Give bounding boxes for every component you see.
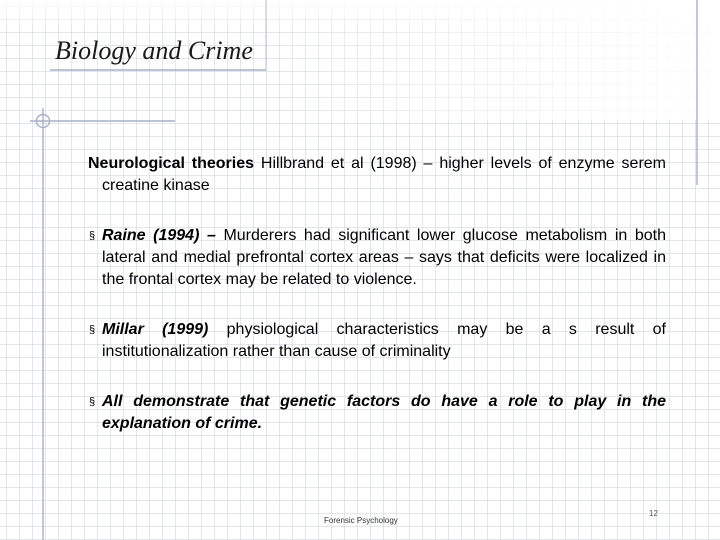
grid-fade-top — [0, 0, 720, 30]
slide-title: Biology and Crime — [55, 36, 253, 65]
bullet-marker: § — [89, 396, 96, 408]
bullet-conclusion — [88, 391, 666, 435]
neurological-heading: Neurological theories — [88, 155, 255, 172]
page-number: 12 — [649, 509, 658, 518]
bullet-marker: § — [89, 324, 96, 336]
neurological-text: Hillbrand et al (1998) – higher levels of enzyme serem creatine kinase — [102, 155, 667, 194]
paragraph-neurological — [88, 153, 666, 197]
conclusion-text: All demonstrate that genetic factors do have a role to play in the explanation of crime. — [102, 393, 666, 432]
bullet-raine — [88, 225, 666, 291]
bullet-marker: § — [89, 230, 96, 242]
slide-body — [88, 153, 666, 435]
millar-lead: Millar (1999) — [102, 321, 209, 338]
raine-text: Murderers had significant lower glucose metabolism in both lateral and medial prefrontal cortex areas – says that deficits were localized in the frontal cortex may be related to violence. — [102, 227, 667, 288]
millar-text: physiological characteristics may be a s result of institutionalization rather than cause of criminality — [102, 321, 667, 360]
bullet-millar — [88, 319, 666, 363]
grid-fade-top-right — [260, 0, 720, 120]
raine-lead: Raine (1994) – — [102, 227, 216, 244]
corner-circle — [37, 115, 50, 128]
footer-text: Forensic Psychology — [324, 516, 398, 525]
